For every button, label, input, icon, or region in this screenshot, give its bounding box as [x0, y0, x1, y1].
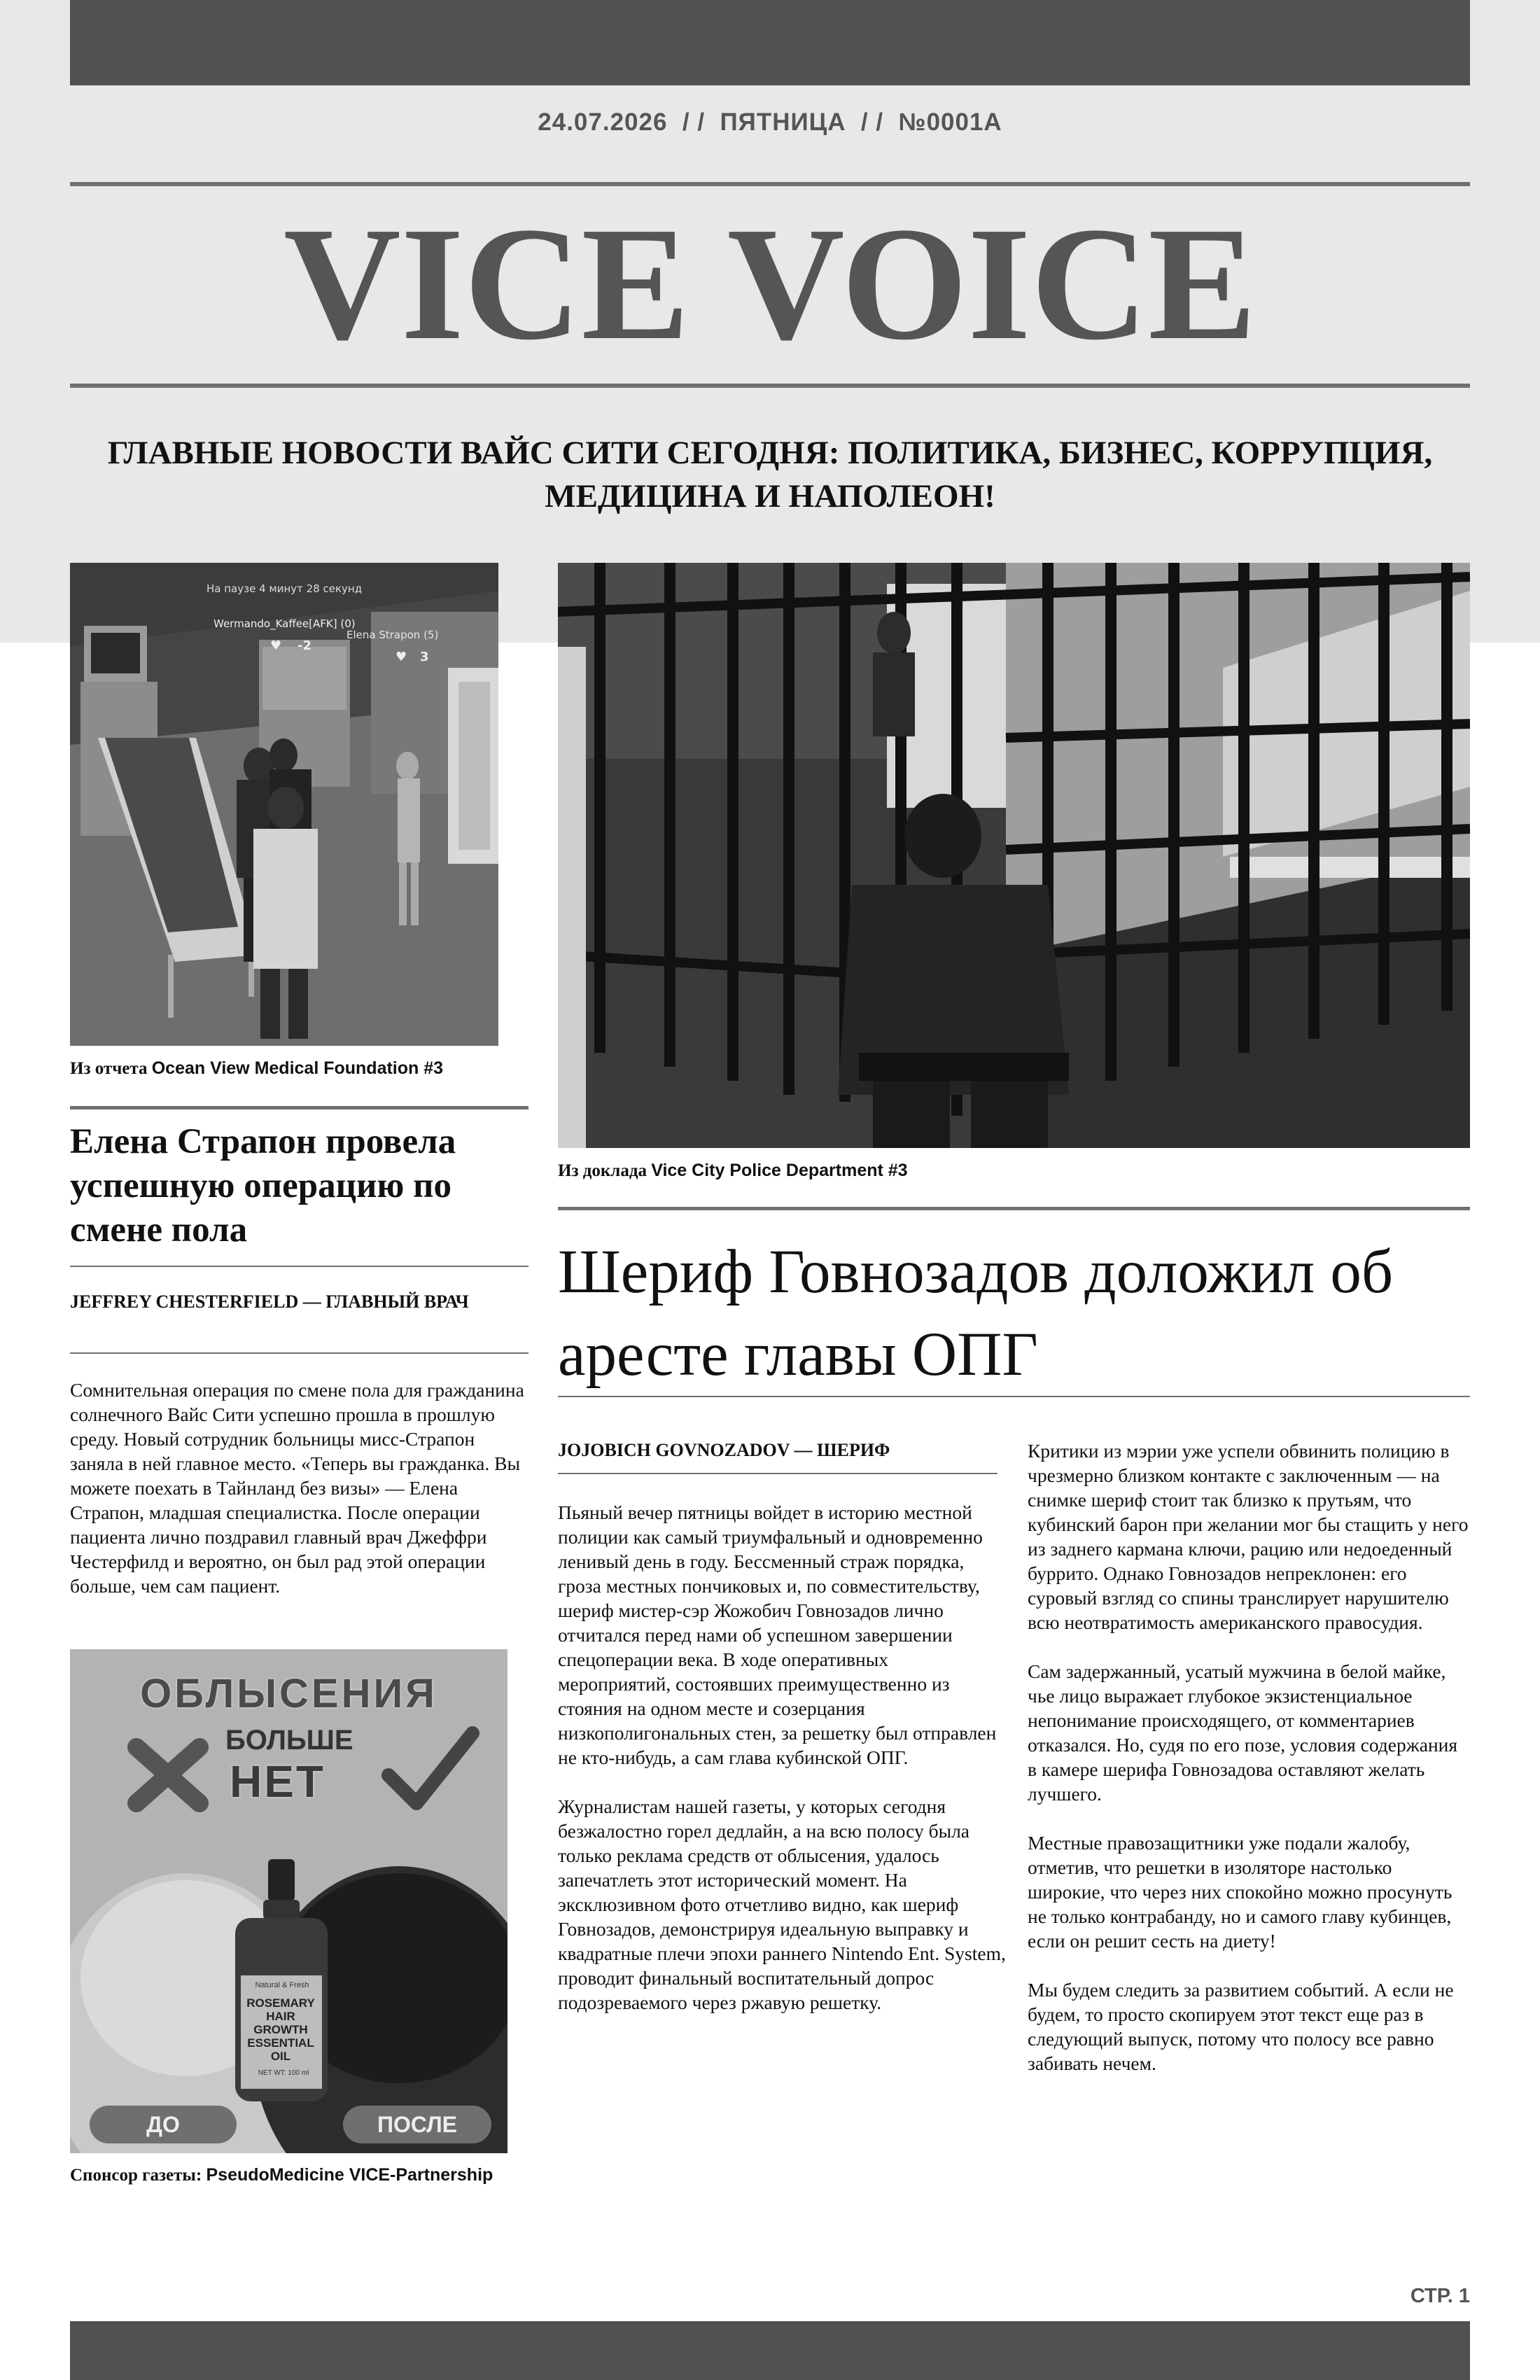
before-label: ДО: [90, 2106, 237, 2143]
sponsor-prefix: Спонсор газеты:: [70, 2166, 202, 2185]
ad-no: НЕТ: [230, 1756, 326, 1807]
caption-source: Ocean View Medical Foundation #3: [151, 1058, 444, 1078]
article2-byline: JOJOBICH GOVNOZADOV — ШЕРИФ: [558, 1440, 890, 1460]
article1-paragraph: Сомнительная операция по смене пола для гражданина солнечного Вайс Сити успешно прошла в прошлую среду. Новый сотрудник больницы мисс-Страпон заняла в ней главное место. «Теперь вы гражданка. Вы можете поехать в Тайнланд без визы» — Елена Страпон, младшая специалистка. После операции пациента лично поздравил главный врач Джеффри Честерфилд и вероятно, он был рад этой операции больше, чем сам пациент.: [70, 1379, 524, 1597]
article2-paragraph: Журналистам нашей газеты, у которых сегодня безжалостно горел дедлайн, а на всю полосу была только реклама средств от облысения, удалось запечатлеть этот исторический момент. На эксклюзивном фото отчетливо видно, как шериф Говнозадов, демонстрируя идеальную выправку и квадратные плечи эпохи раннего Nintendo Ent. System, проводит финальный воспитательный допрос подозреваемого через ржавую решетку.: [558, 1795, 1006, 2013]
heart-icon: ♥: [270, 638, 282, 653]
article2-column1: [558, 1500, 1006, 2039]
photo-overlay-name2: Elena Strapon (5): [346, 629, 439, 641]
bottle-small-text: Natural & Fresh: [255, 1981, 309, 1989]
bottle-net-weight: NET WT: 100 ml: [258, 2069, 309, 2077]
photo-overlay-hp1: -2: [298, 638, 312, 653]
article1-title-rule: [70, 1266, 528, 1267]
article1-byline-rule: [70, 1352, 528, 1354]
caption-prefix: Из доклада: [558, 1161, 647, 1180]
page-number: СТР. 1: [1410, 2285, 1470, 2307]
article2-paragraph: Мы будем следить за развитием событий. А если не будем, то просто скопируем этот текст еще раз в следующий выпуск, потому что полосу все равно забивать нечем.: [1028, 1979, 1454, 2074]
front-headline: ГЛАВНЫЕ НОВОСТИ ВАЙС СИТИ СЕГОДНЯ: ПОЛИТИКА, БИЗНЕС, КОРРУПЦИЯ, МЕДИЦИНА И НАПОЛЕОН!: [107, 435, 1433, 514]
hair-growth-ad: [70, 1649, 507, 2153]
jail-photo-caption: [558, 1160, 1470, 1182]
hospital-photo-caption: [70, 1058, 518, 1079]
article2-title-rule: [558, 1396, 1470, 1397]
after-label: ПОСЛЕ: [343, 2106, 491, 2143]
hospital-photo: [70, 563, 498, 1046]
ad-subtitle: БОЛЬШЕ: [225, 1725, 354, 1756]
masthead-bottom-rule: [70, 384, 1470, 388]
heart-icon: ♥: [396, 650, 407, 664]
photo-overlay-name1: Wermando_Kaffee[AFK] (0): [214, 617, 356, 630]
article2-paragraph: Сам задержанный, усатый мужчина в белой майке, чье лицо выражает глубокое экзистенциальное непонимание происходящего, от комментариев отказался. Но, судя по его позе, условия содержания в камере шерифа Говнозадова оставляют желать лучшего.: [1028, 1660, 1458, 1805]
top-bar: [70, 0, 1470, 85]
article2-paragraph: Критики из мэрии уже успели обвинить полицию в чрезмерно близком контакте с заключенным — на снимке шериф стоит так близко к прутьям, что кубинский барон при желании мог бы стащить у него из заднего кармана ключи, рацию или недоеденный буррито. Однако Говнозадов непреклонен: его суровый взгляд со спины транслирует нарушителю всю неотвратимость американского правосудия.: [1028, 1440, 1469, 1633]
article1-body: [70, 1378, 532, 1623]
article1-title: Елена Страпон провела успешную операцию по смене пола: [70, 1122, 456, 1250]
article2-paragraph: Местные правозащитники уже подали жалобу, отметив, что решетки в изоляторе настолько широкие, что через них спокойно можно просунуть не только контрабанду, но и самого главу кубинцев, если он решит сесть на диету!: [1028, 1832, 1452, 1952]
article2-byline-rule: [558, 1473, 997, 1474]
article2-column2: [1028, 1438, 1470, 2100]
masthead: VICE VOICE: [284, 194, 1256, 374]
bottle-label: ROSEMARY HAIR GROWTH ESSENTIAL OIL: [246, 1996, 315, 2063]
bottom-bar: [70, 2321, 1470, 2380]
jail-photo: [558, 563, 1470, 1148]
article1-byline: JEFFREY CHESTERFIELD — ГЛАВНЫЙ ВРАЧ: [70, 1292, 469, 1312]
dateline: 24.07.2026 / / ПЯТНИЦА / / №0001A: [538, 108, 1002, 136]
sponsor-name: PseudoMedicine VICE-Partnership: [206, 2165, 493, 2185]
photo-overlay-pause: На паузе 4 минут 28 секунд: [206, 582, 363, 595]
article2-title: Шериф Говнозадов доложил об аресте главы ОПГ: [558, 1238, 1394, 1389]
article2-top-rule: [558, 1207, 1470, 1210]
article1-top-rule: [70, 1106, 528, 1110]
caption-source: Vice City Police Department #3: [651, 1161, 908, 1180]
photo-overlay-hp2: 3: [420, 650, 429, 664]
caption-prefix: Из отчета: [70, 1059, 148, 1078]
ad-title: ОБЛЫСЕНИЯ: [140, 1671, 438, 1716]
article2-paragraph: Пьяный вечер пятницы войдет в историю местной полиции как самый триумфальный и одновременно ленивый день в году. Бессменный страж порядка, гроза местных пончиковых и, по совместительству, шериф мистер-сэр Жожобич Говнозадов лично отчитался перед нами об успешном завершении спецоперации века. В ходе оперативных мероприятий, состоявших преимущественно из стояния на одном месте и созерцания низкополигональных стен, за решетку был отправлен не кто-нибудь, а сам глава кубинской ОПГ.: [558, 1502, 997, 1768]
sponsor-line: [70, 2164, 518, 2186]
masthead-top-rule: [70, 182, 1470, 186]
